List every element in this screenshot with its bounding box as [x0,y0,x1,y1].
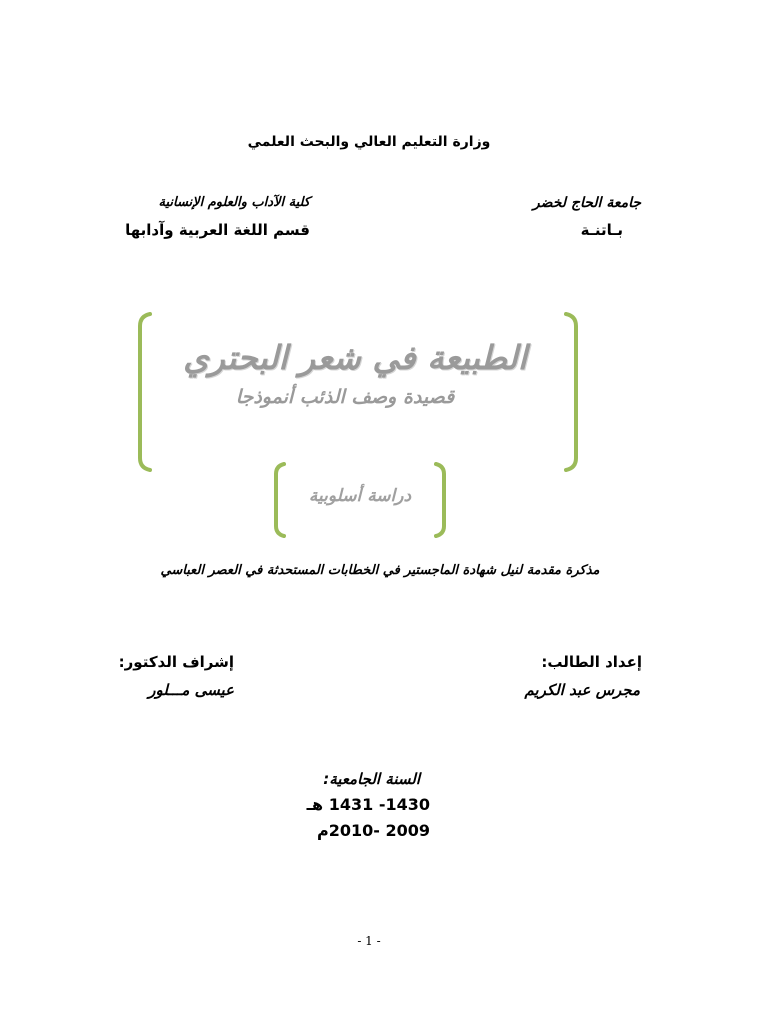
academic-year-gregorian: 2009 -2010م [316,821,430,840]
academic-year-hijri: 1430- 1431 هـ [306,795,430,814]
ministry-name: وزارة التعليم العالي والبحث العلمي [247,134,491,150]
supervisor-label: إشراف الدكتور: [118,653,234,671]
faculty-name: كلية الآداب والعلوم الإنسانية [158,195,310,210]
page-number: - 1 - [357,934,381,948]
study-type: دراسة أسلوبية [308,486,412,506]
thesis-title: الطبيعة في شعر البحتري [183,338,527,377]
title-frame-left-bracket [140,314,150,470]
supervisor-name: عيسى مـــلور [148,681,234,699]
prepared-by-label: إعداد الطالب: [541,653,642,671]
title-frame-right-bracket [566,314,576,470]
thesis-subtitle: قصيدة وصف الذئب أنموذجا [235,386,455,408]
academic-year-label: السنة الجامعية: [323,770,420,788]
memo-statement: مذكرة مقدمة لنيل شهادة الماجستير في الخطابات المستحدثة في العصر العباسي [160,563,600,578]
study-frame-left-bracket [276,464,284,536]
student-name: مجرس عبد الكريم [524,681,640,699]
university-name: جامعة الحاج لخضر [532,195,641,211]
department-name: قسم اللغة العربية وآدابها [125,221,310,239]
university-city: بـاتنـة [580,221,623,239]
study-frame-right-bracket [436,464,444,536]
